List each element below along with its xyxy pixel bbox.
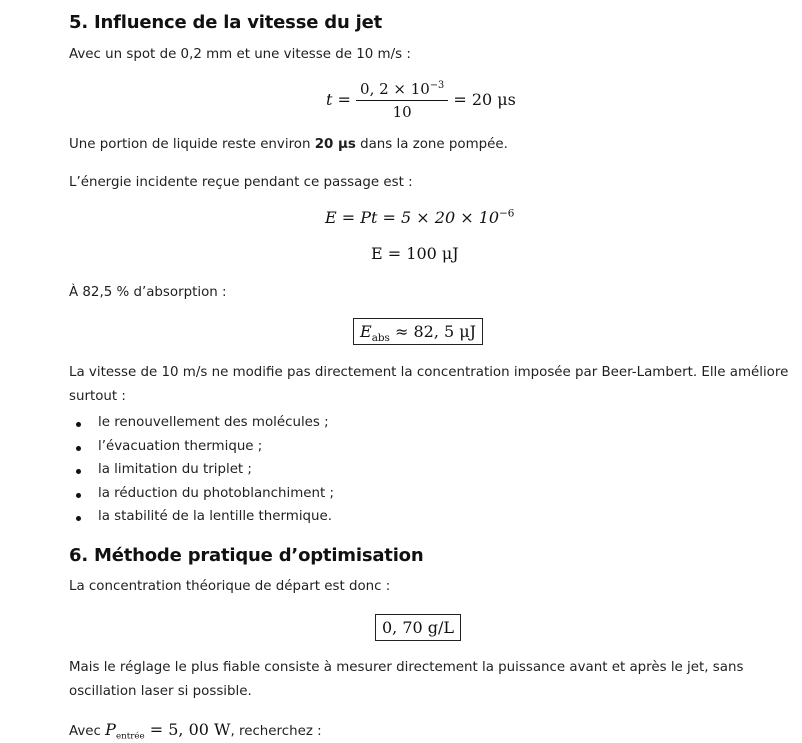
section-6-intro: La concentration théorique de départ est donc : (69, 579, 391, 594)
section-6-heading: 6. Méthode pratique d’optimisation (69, 545, 424, 566)
list-item: le renouvellement des molécules ; (69, 415, 334, 439)
list-item: la stabilité de la lentille thermique. (69, 509, 334, 533)
eq-energy1-exponent: −6 (499, 207, 515, 220)
speed-note-line-2: surtout : (69, 389, 126, 404)
equation-energy-1 (325, 208, 514, 227)
equation-time: t = $\frac{0, 2 \times 10^{-3}}{10}$ = 20 μs (326, 80, 516, 121)
speed-note-line-1: La vitesse de 10 m/s ne modifie pas directement la concentration imposée par Beer-Lambert. Elle améliore (69, 365, 789, 380)
power-line-prefix: Avec (69, 724, 106, 739)
power-line-suffix: , recherchez : (230, 724, 322, 739)
eq-time-exponent: −3 (429, 80, 445, 91)
absorption-intro: À 82,5 % d’absorption : (69, 285, 227, 300)
equation-concentration-box: 0, 70 g/L (375, 614, 461, 641)
power-subscript: entrée (115, 731, 145, 742)
benefits-list (69, 415, 334, 533)
eq-abs-value: ≈ 82, 5 μJ (389, 322, 477, 341)
eq-time-lhs: t (326, 90, 333, 109)
residence-sentence (69, 137, 508, 152)
power-value: = 5, 00 W (144, 720, 231, 739)
section-5-heading: 5. Influence de la vitesse du jet (69, 12, 383, 33)
eq-abs-symbol: E (360, 322, 372, 341)
eq-time-fraction (356, 80, 448, 121)
equation-energy-2: E = 100 μJ (371, 244, 459, 263)
power-symbol: P (105, 720, 116, 739)
residence-time-bold: 20 μs (314, 137, 356, 152)
list-item: la réduction du photoblanchiment ; (69, 486, 334, 510)
list-item: la limitation du triplet ; (69, 462, 334, 486)
eq-abs-subscript: abs (371, 332, 390, 345)
equation-absorbed-energy-box (353, 318, 483, 345)
list-item: l’évacuation thermique ; (69, 439, 334, 463)
power-input-line (69, 720, 322, 742)
practice-line-2: oscillation laser si possible. (69, 684, 252, 699)
energy-intro: L’énergie incidente reçue pendant ce passage est : (69, 175, 413, 190)
practice-line-1: Mais le réglage le plus fiable consiste à mesurer directement la puissance avant et après le jet, sans (69, 660, 744, 675)
section-5-intro: Avec un spot de 0,2 mm et une vitesse de 10 m/s : (69, 47, 411, 62)
residence-text-before: Une portion de liquide reste environ (69, 137, 315, 152)
eq-energy1-text: E = Pt = 5 × 20 × 10 (325, 208, 500, 227)
eq-time-rhs: = 20 μs (453, 90, 516, 109)
residence-text-after: dans la zone pompée. (355, 137, 508, 152)
eq-time-denominator: 10 (392, 103, 412, 121)
eq-time-numerator: 0, 2 × 10 (360, 80, 430, 98)
